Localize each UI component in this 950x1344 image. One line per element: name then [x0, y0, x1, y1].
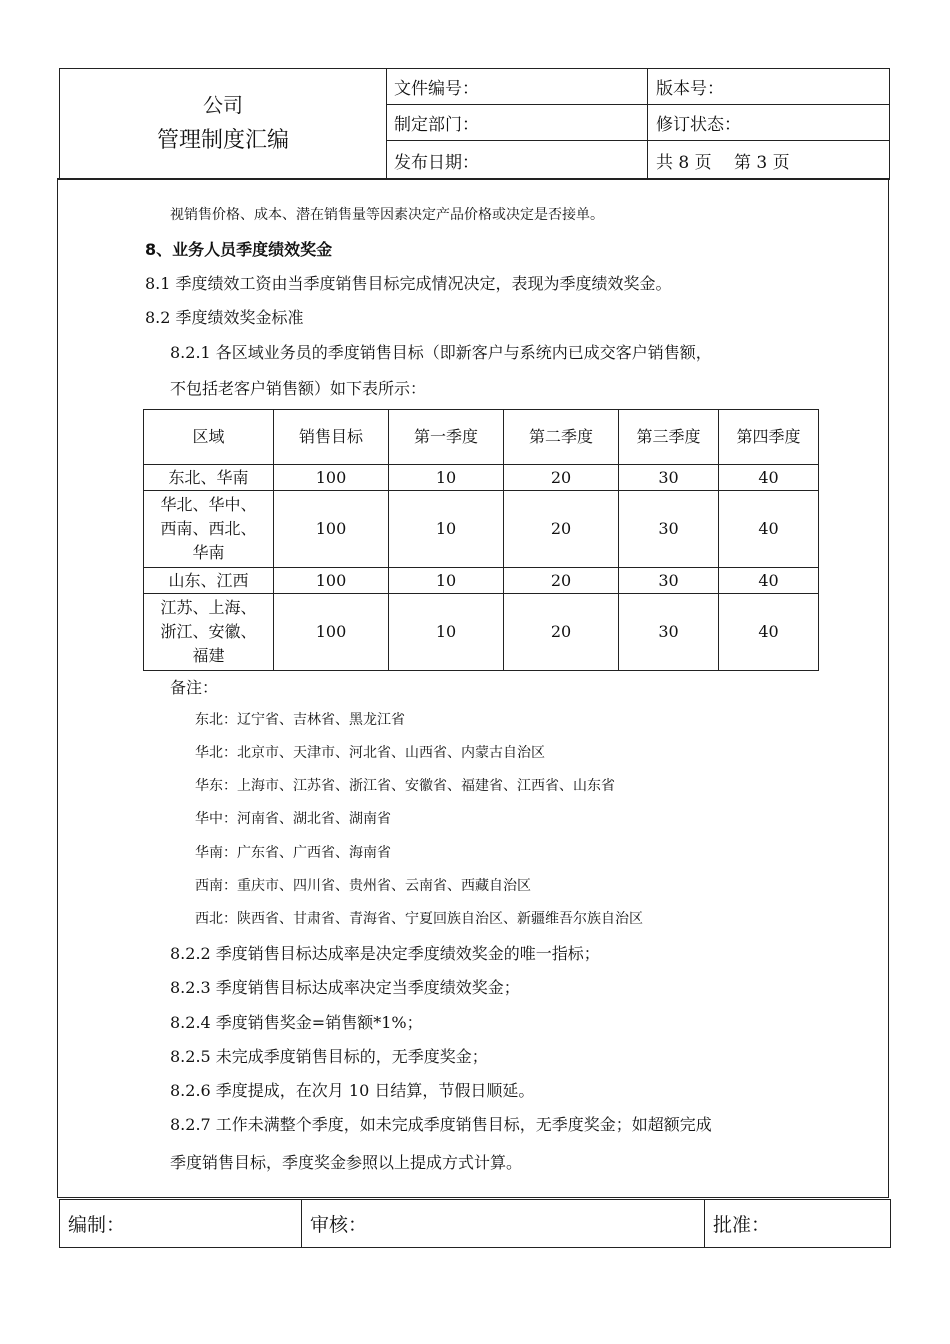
sales-target-table	[143, 409, 819, 671]
intro-line: 视销售价格、成本、潜在销售量等因素决定产品价格或决定是否接单。	[170, 207, 604, 223]
notes-label: 备注：	[170, 678, 219, 697]
value-cell: 30	[619, 594, 719, 671]
value-cell: 20	[504, 491, 619, 568]
region-text: 东北、华南	[168, 467, 249, 487]
region-text: 西南、西北、	[160, 519, 257, 538]
paragraph-8-2-4: 8.2.4 季度销售奖金=销售额*1%；	[170, 1013, 423, 1032]
signoff-footer	[59, 1199, 891, 1248]
note-item: 东北：辽宁省、吉林省、黑龙江省	[195, 712, 405, 728]
value-cell: 40	[719, 594, 819, 671]
region-text: 山东、江西	[168, 570, 249, 590]
value-cell: 100	[274, 465, 389, 491]
region-text: 福建	[192, 646, 225, 665]
value-cell: 40	[719, 465, 819, 491]
table-header-cell: 第二季度	[504, 410, 619, 465]
region-cell	[144, 491, 274, 568]
table-header-cell: 第三季度	[619, 410, 719, 465]
publish-date-field: 发布日期：	[386, 141, 648, 179]
note-item: 华北：北京市、天津市、河北省、山西省、内蒙古自治区	[195, 745, 545, 761]
table-header-cell: 区域	[144, 410, 274, 465]
paragraph-8-2-6: 8.2.6 季度提成，在次月 10 日结算，节假日顺延。	[170, 1081, 535, 1100]
value-cell: 30	[619, 568, 719, 594]
paragraph-8-1: 8.1 季度绩效工资由当季度销售目标完成情况决定，表现为季度绩效奖金。	[145, 274, 672, 293]
value-cell: 100	[274, 491, 389, 568]
department-field: 制定部门：	[386, 105, 648, 141]
note-item: 西南：重庆市、四川省、贵州省、云南省、西藏自治区	[195, 878, 531, 894]
region-text: 江苏、上海、	[160, 598, 257, 617]
region-cell	[144, 568, 274, 594]
value-cell: 20	[504, 465, 619, 491]
table-header-cell: 销售目标	[274, 410, 389, 465]
note-item: 华东：上海市、江苏省、浙江省、安徽省、福建省、江西省、山东省	[195, 778, 615, 794]
table-row	[144, 568, 819, 594]
section-heading: 8、业务人员季度绩效奖金	[145, 240, 333, 259]
value-cell: 30	[619, 491, 719, 568]
approved-by-field: 批准：	[713, 1214, 771, 1236]
region-cell	[144, 594, 274, 671]
manual-title: 管理制度汇编	[156, 128, 289, 153]
revision-field: 修订状态：	[648, 105, 889, 141]
paragraph-8-2-7-line1: 8.2.7 工作未满整个季度，如未完成季度销售目标，无季度奖金；如超额完成	[170, 1115, 712, 1134]
value-cell: 20	[504, 568, 619, 594]
value-cell: 10	[389, 465, 504, 491]
version-field: 版本号：	[648, 69, 889, 105]
region-cell	[144, 465, 274, 491]
paragraph-8-2-1-line1: 8.2.1 各区域业务员的季度销售目标（即新客户与系统内已成交客户销售额，	[170, 343, 712, 362]
table-header-cell: 第四季度	[719, 410, 819, 465]
note-item: 西北：陕西省、甘肃省、青海省、宁夏回族自治区、新疆维吾尔族自治区	[195, 911, 643, 927]
region-text: 浙江、安徽、	[160, 622, 257, 641]
value-cell: 10	[389, 491, 504, 568]
prepared-by-field: 编制：	[60, 1200, 302, 1247]
region-text: 华南	[192, 543, 225, 562]
region-text: 华北、华中、	[160, 495, 257, 514]
note-item: 华南：广东省、广西省、海南省	[195, 845, 391, 861]
value-cell: 40	[719, 491, 819, 568]
reviewed-by-field: 审核：	[302, 1200, 705, 1247]
company-name: 公司	[203, 93, 243, 117]
table-row	[144, 465, 819, 491]
value-cell: 20	[504, 594, 619, 671]
table-row	[144, 594, 819, 671]
paragraph-8-2-7-line2: 季度销售目标，季度奖金参照以上提成方式计算。	[170, 1153, 523, 1172]
paragraph-8-2-5: 8.2.5 未完成季度销售目标的，无季度奖金；	[170, 1047, 488, 1066]
value-cell: 100	[274, 594, 389, 671]
page-count: 共 8 页 第 3 页	[656, 152, 790, 173]
value-cell: 100	[274, 568, 389, 594]
value-cell: 40	[719, 568, 819, 594]
paragraph-8-2-3: 8.2.3 季度销售目标达成率决定当季度绩效奖金；	[170, 978, 520, 997]
file-number-field: 文件编号：	[386, 69, 648, 105]
paragraph-8-2-1-line2: 不包括老客户销售额）如下表所示：	[170, 379, 427, 398]
value-cell: 10	[389, 568, 504, 594]
value-cell: 10	[389, 594, 504, 671]
header-title-block	[60, 69, 387, 179]
document-header	[59, 68, 890, 180]
table-row	[144, 491, 819, 568]
paragraph-8-2: 8.2 季度绩效奖金标准	[145, 308, 304, 327]
note-item: 华中：河南省、湖北省、湖南省	[195, 811, 391, 827]
paragraph-8-2-2: 8.2.2 季度销售目标达成率是决定季度绩效奖金的唯一指标；	[170, 944, 600, 963]
table-header-row	[144, 410, 819, 465]
table-header-cell: 第一季度	[389, 410, 504, 465]
value-cell: 30	[619, 465, 719, 491]
